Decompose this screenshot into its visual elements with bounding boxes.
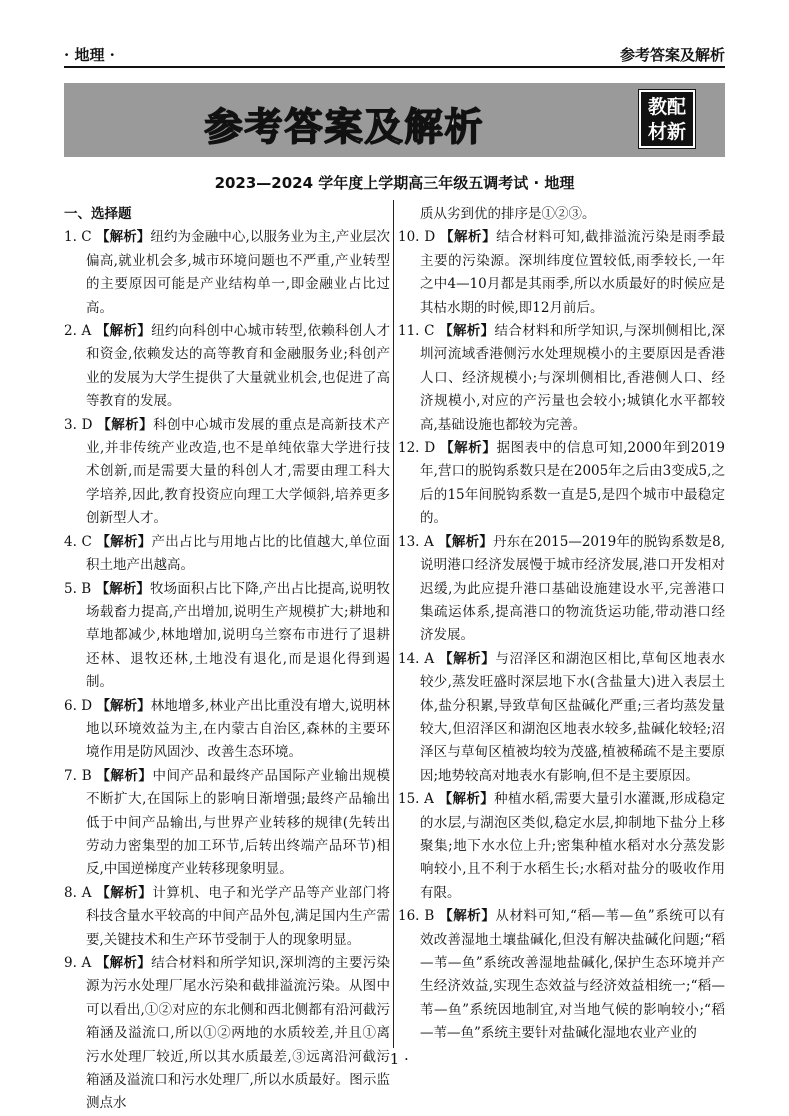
item-answer: C: [424, 323, 435, 340]
item-answer: B: [81, 580, 92, 597]
answer-item: [64, 320, 390, 414]
item-answer: A: [424, 650, 435, 667]
item-text: 产出占比与用地占比的比值越大,单位面积土地产出越高。: [86, 533, 391, 574]
subject-label: · 地理 ·: [64, 46, 115, 64]
answer-item: [64, 952, 390, 1116]
answer-item: [64, 695, 390, 765]
item-text: 纽约为金融中心,以服务业为主,产业层次偏高,就业机会多,城市环境问题也不严重,产业转型的主要原因可能是产业结构单一,即金融业占比过高。: [86, 229, 391, 316]
item-tag: 【解析】: [96, 884, 153, 901]
answer-item: [398, 226, 725, 320]
answer-item: [64, 765, 390, 882]
item-answer: B: [424, 908, 435, 925]
answer-item: [398, 788, 725, 905]
item-tag: 【解析】: [96, 697, 151, 714]
item-number: 16.: [398, 908, 420, 925]
item-number: 9.: [64, 955, 77, 971]
item-tag: 【解析】: [95, 955, 152, 971]
item-tag: 【解析】: [439, 650, 496, 667]
answer-item: [64, 531, 390, 578]
item-tag: 【解析】: [95, 323, 152, 340]
section-heading: 一、选择题: [64, 206, 132, 222]
item-number: 5.: [64, 580, 77, 597]
item-tag: 【解析】: [439, 908, 496, 925]
item-text: 从材料可知,“稻—苇—鱼”系统可以有效改善湿地土壤盐碱化,但没有解决盐碱化问题;“稻—苇—鱼”系统改善湿地盐碱化,保护生态环境并产生经济效益,实现生态效益与经济效益相统一;“稻—苇—鱼”系统因地制宜,对当地气候的影响较小;“稻—苇—鱼”系统主要针对盐碱化湿地农业产业的: [420, 908, 725, 1042]
item-number: 14.: [398, 650, 420, 667]
item-number: 4.: [64, 533, 77, 550]
item-answer: B: [81, 767, 92, 784]
header-title: 参考答案及解析: [619, 46, 725, 64]
header-rule: [64, 66, 725, 68]
item-text: 丹东在2015—2019年的脱钩系数是8,说明港口经济发展慢于城市经济发展,港口开发相对迟缓,为此应提升港口基础设施建设水平,完善港口集疏运体系,提高港口的物流货运功能,带动港口经济发展。: [420, 533, 726, 644]
item-number: 6.: [64, 697, 77, 714]
column-divider: [393, 200, 394, 1048]
item-answer: D: [81, 697, 93, 714]
item-number: 12.: [398, 440, 420, 457]
item-text: 纽约向科创中心城市转型,依赖科创人才和资金,依赖发达的高等教育和金融服务业;科创产业的发展为大学生提供了大量就业机会,也促进了高等教育的发展。: [86, 323, 391, 410]
answer-item: [64, 226, 390, 320]
item-number: 10.: [398, 229, 420, 246]
item-tag: 【解析】: [438, 533, 493, 550]
item-number: 11.: [398, 323, 420, 340]
answer-item: [398, 905, 725, 1045]
item-tag: 【解析】: [95, 580, 151, 597]
answer-item: [398, 648, 725, 788]
item-text: 牧场面积占比下降,产出占比提高,说明牧场载畜力提高,产出增加,说明生产规模扩大;耕地和草地都减少,林地增加,说明乌兰察布市进行了退耕还林、退牧还林,土地没有退化,而是退化得到遏制。: [86, 580, 391, 691]
item-answer: C: [81, 533, 92, 550]
right-column: [398, 203, 725, 1046]
item-number: 2.: [64, 323, 77, 340]
item-answer: D: [81, 416, 93, 433]
page-header: [64, 42, 725, 66]
item-text: 与沼泽区和湖泡区相比,草甸区地表水较少,蒸发旺盛时深层地下水(含盐量大)进入表层土体,盐分积累,导致草甸区盐碱化严重;三者均蒸发量较大,但沼泽区和湖泡区地表水较多,盐碱化较轻;沼泽区与草甸区植被均较为茂盛,植被稀疏不是主要原因;地势较高对地表水有影响,但不是主要原因。: [420, 650, 726, 784]
item-tag: 【解析】: [97, 416, 154, 433]
title-banner: [64, 83, 725, 157]
item-number: 7.: [64, 767, 77, 784]
item-tag: 【解析】: [96, 229, 151, 246]
answer-item: [64, 882, 390, 952]
continued-text: 质从劣到优的排序是①②③。: [420, 206, 596, 222]
item-tag: 【解析】: [96, 767, 153, 784]
item-answer: A: [81, 323, 92, 340]
item-answer: A: [424, 791, 434, 808]
item-tag: 【解析】: [439, 229, 497, 246]
item-answer: A: [423, 533, 434, 550]
item-number: 13.: [398, 533, 420, 550]
item-tag: 【解析】: [96, 533, 152, 550]
item-answer: A: [81, 955, 92, 971]
item-text: 林地增多,林业产出比重没有增大,说明林地以环境效益为主,在内蒙古自治区,森林的主要环境作用是防风固沙、改善生态环境。: [86, 697, 390, 761]
item-number: 1.: [64, 229, 77, 246]
seal-logo: 教配 材新: [639, 90, 695, 148]
answer-item: [398, 437, 725, 531]
item-number: 8.: [64, 884, 77, 901]
item-text: 中间产品和最终产品国际产业输出规模不断扩大,在国际上的影响日渐增强;最终产品输出低于中间产品输出,与世界产业转移的规律(先转出劳动力密集型的加工环节,后转出终端产品环节)相反,中国逆梯度产业转移现象明显。: [86, 767, 391, 878]
item-answer: A: [81, 884, 92, 901]
answer-item: [64, 578, 390, 695]
item-tag: 【解析】: [440, 440, 497, 457]
item-number: 15.: [398, 791, 420, 808]
item-text: 科创中心城市发展的重点是高新技术产业,并非传统产业改造,也不是单纯依靠大学进行技术创新,而是需要大量的科创人才,需要由理工科大学培养,因此,教育投资应向理工大学倾斜,培养更多创新型人才。: [86, 416, 391, 527]
item-tag: 【解析】: [439, 323, 495, 340]
item-answer: D: [424, 440, 436, 457]
item-answer: C: [81, 229, 92, 246]
answer-item: [398, 320, 725, 437]
answer-item: [64, 414, 390, 531]
item-answer: D: [424, 229, 436, 246]
page-number: · 1 ·: [380, 1050, 409, 1068]
banner-title: 参考答案及解析: [204, 105, 485, 149]
item-text: 结合材料和所学知识,与深圳侧相比,深圳河流域香港侧污水处理规模小的主要原因是香港人口、经济规模小;与深圳侧相比,香港侧人口、经济规模小,对应的产污量也会较小;城镇化水平都较高,基础设施也都较为完善。: [420, 323, 725, 433]
item-text: 种植水稻,需要大量引水灌溉,形成稳定的水层,与湖泡区类似,稳定水层,抑制地下盐分上移聚集;地下水水位上升;密集种植水稻对水分蒸发影响较小,且不利于水稻生长;水稻对盐分的吸收作用有限。: [420, 791, 726, 901]
left-column: [64, 203, 390, 1116]
answer-item: [398, 531, 725, 648]
item-tag: 【解析】: [438, 791, 495, 808]
item-text: 据图表中的信息可知,2000年到2019年,营口的脱钩系数只是在2005年之后由3变成5,之后的15年间脱钩系数一直是5,是四个城市中最稳定的。: [420, 440, 726, 527]
item-text: 计算机、电子和光学产品等产业部门将科技含量水平较高的中间产品外包,满足国内生产需要,关键技术和生产环节受制于人的现象明显。: [86, 884, 391, 948]
item-text: 结合材料可知,截排溢流污染是雨季最主要的污染源。深圳纬度位置较低,雨季较长,一年之中4—10月都是其雨季,所以水质最好的时候应是其枯水期的时候,即12月前后。: [420, 229, 725, 316]
item-text: 结合材料和所学知识,深圳湾的主要污染源为污水处理厂尾水污染和截排溢流污染。从图中可以看出,①②对应的东北侧和西北侧都有沿河截污箱涵及溢流口,所以①②两地的水质较差,并且①离污水处理厂较近,所以其水质最差,③远离沿河截污箱涵及溢流口和污水处理厂,所以水质最好。图示监测点水: [86, 955, 391, 1112]
exam-title: 2023—2024 学年度上学期高三年级五调考试 · 地理: [214, 174, 575, 192]
item-number: 3.: [64, 416, 77, 433]
